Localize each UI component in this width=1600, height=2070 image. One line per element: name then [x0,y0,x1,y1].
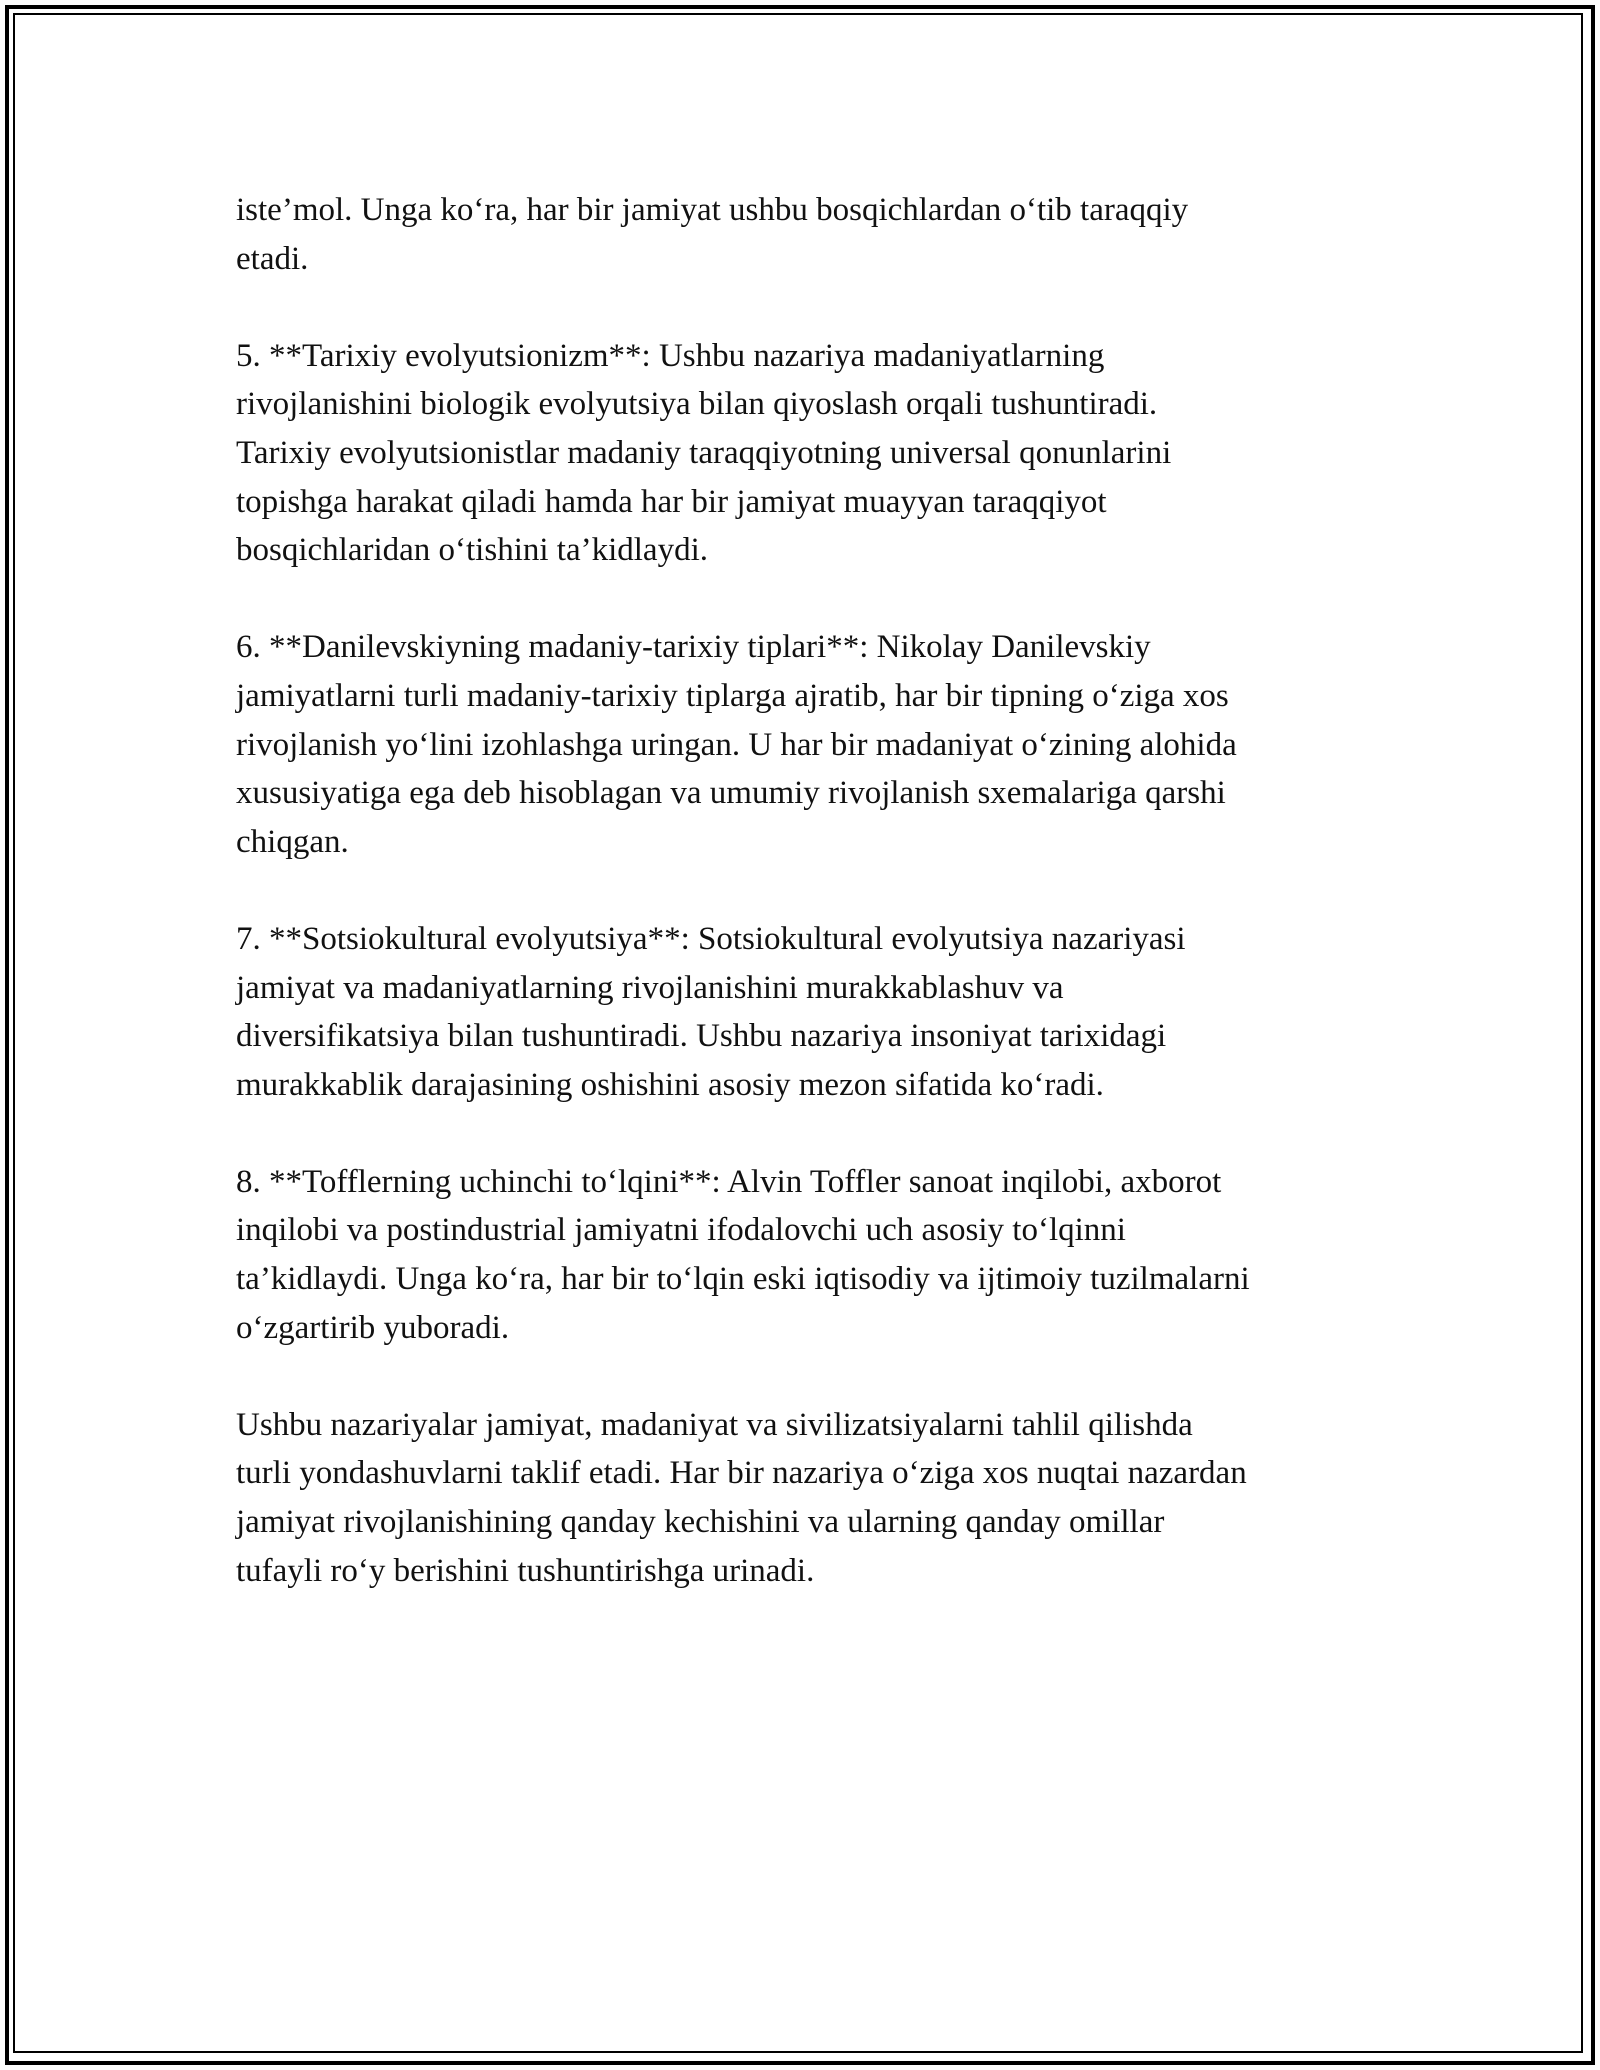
paragraph-item-7: 7. **Sotsiokultural evolyutsiya**: Sotsiokultural evolyutsiya nazariyasi jamiyat va madaniyatlarning rivojlanishini murakkablashuv va diversifikatsiya bilan tushuntiradi. Ushbu nazariya insoniyat tarixidagi murakkablik darajasining oshishini asosiy mezon sifatida ko‘radi. [236,920,1186,1103]
paragraph-item-5: 5. **Tarixiy evolyutsionizm**: Ushbu nazariya madaniyatlarning rivojlanishini biologik evolyutsiya bilan qiyoslash orqali tushuntiradi. Tarixiy evolyutsionistlar madaniy taraqqiyotning universal qonunlarini topishga harakat qiladi hamda har bir jamiyat muayyan taraqqiyot bosqichlaridan o‘tishini ta’kidlaydi. [236,337,1172,569]
paragraph-continuation: iste’mol. Unga ko‘ra, har bir jamiyat ushbu bosqichlardan o‘tib taraqqiy etadi. [236,192,1189,277]
document-body [236,186,1376,1644]
paragraph-item-6: 6. **Danilevskiyning madaniy-tarixiy tiplari**: Nikolay Danilevskiy jamiyatlarni turli madaniy-tarixiy tiplarga ajratib, har bir tipning o‘ziga xos rivojlanish yo‘lini izohlashga uringan. U har bir madaniyat o‘zining alohida xususiyatiga ega deb hisoblagan va umumiy rivojlanish sxemalariga qarshi chiqgan. [236,629,1237,860]
paragraph-item-8: 8. **Tofflerning uchinchi to‘lqini**: Alvin Toffler sanoat inqilobi, axborot inqilobi va postindustrial jamiyatni ifodalovchi uch asosiy to‘lqinni ta’kidlaydi. Unga ko‘ra, har bir to‘lqin eski iqtisodiy va ijtimoiy tuzilmalarni o‘zgartirib yuboradi. [236,1163,1250,1346]
paragraph-conclusion: Ushbu nazariyalar jamiyat, madaniyat va sivilizatsiyalarni tahlil qilishda turli yondashuvlarni taklif etadi. Har bir nazariya o‘ziga xos nuqtai nazardan jamiyat rivojlanishining qanday kechishini va ularning qanday omillar tufayli ro‘y berishini tushuntirishga urinadi. [236,1406,1247,1589]
